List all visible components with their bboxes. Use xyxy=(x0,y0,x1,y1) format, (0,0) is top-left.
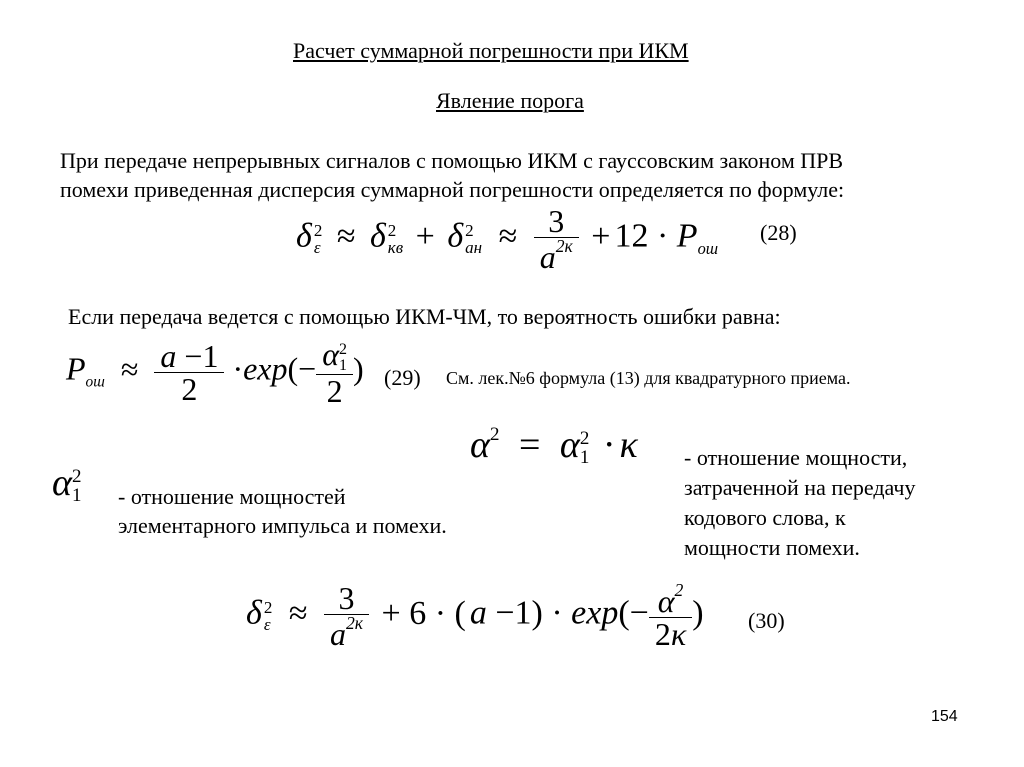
equation-28: δ 2 ε ≈ δ 2 кв + δ 2 ан ≈ $\frac{3}{a^{2к}}$ + $12 \cdot P_{ош}$ xyxy=(296,203,719,275)
equation-30: δ 2 ε ≈ $\frac{3}{a^{2к}}$ + 6 · ( a −1) · exp(− $\frac{\alpha^2}{2\kappa}$ ) xyxy=(246,580,704,652)
equation-29-number: (29) xyxy=(384,365,421,390)
page-title: Расчет суммарной погрешности при ИКМ xyxy=(293,38,689,63)
equation-29-note: См. лек.№6 формула (13) для квадратурного приема. xyxy=(446,368,851,388)
alpha-description-line-4: мощности помехи. xyxy=(684,535,860,560)
intro-line-1: При передаче непрерывных сигналов с помощью ИКМ с гауссовским законом ПРВ xyxy=(60,148,844,173)
intro-line-2: помехи приведенная дисперсия суммарной погрешности определяется по формуле: xyxy=(60,177,845,202)
alpha1-description-line-2: элементарного импульса и помехи. xyxy=(118,513,447,538)
equation-30-number: (30) xyxy=(748,608,785,633)
page-number: 154 xyxy=(931,708,958,725)
equation-28-number: (28) xyxy=(760,220,797,245)
chm-text: Если передача ведется с помощью ИКМ-ЧМ, то вероятность ошибки равна: xyxy=(68,304,781,329)
alpha-description-line-2: затраченной на передачу xyxy=(684,475,916,500)
alpha1-description-line-1: - отношение мощностей xyxy=(118,484,346,509)
alpha1-symbol: α 2 1 xyxy=(52,462,82,507)
equation-29: $P_{ош}$ ≈ $\frac{a -1}{2}$ ·exp(− α 2 1 2 ) xyxy=(66,336,364,409)
alpha-description-line-1: - отношение мощности, xyxy=(684,445,908,470)
alpha-equation: $\alpha^2 = \alpha$ 2 1 · κ xyxy=(470,424,638,469)
alpha-description-line-3: кодового слова, к xyxy=(684,505,846,530)
page-subtitle: Явление порога xyxy=(436,88,584,113)
